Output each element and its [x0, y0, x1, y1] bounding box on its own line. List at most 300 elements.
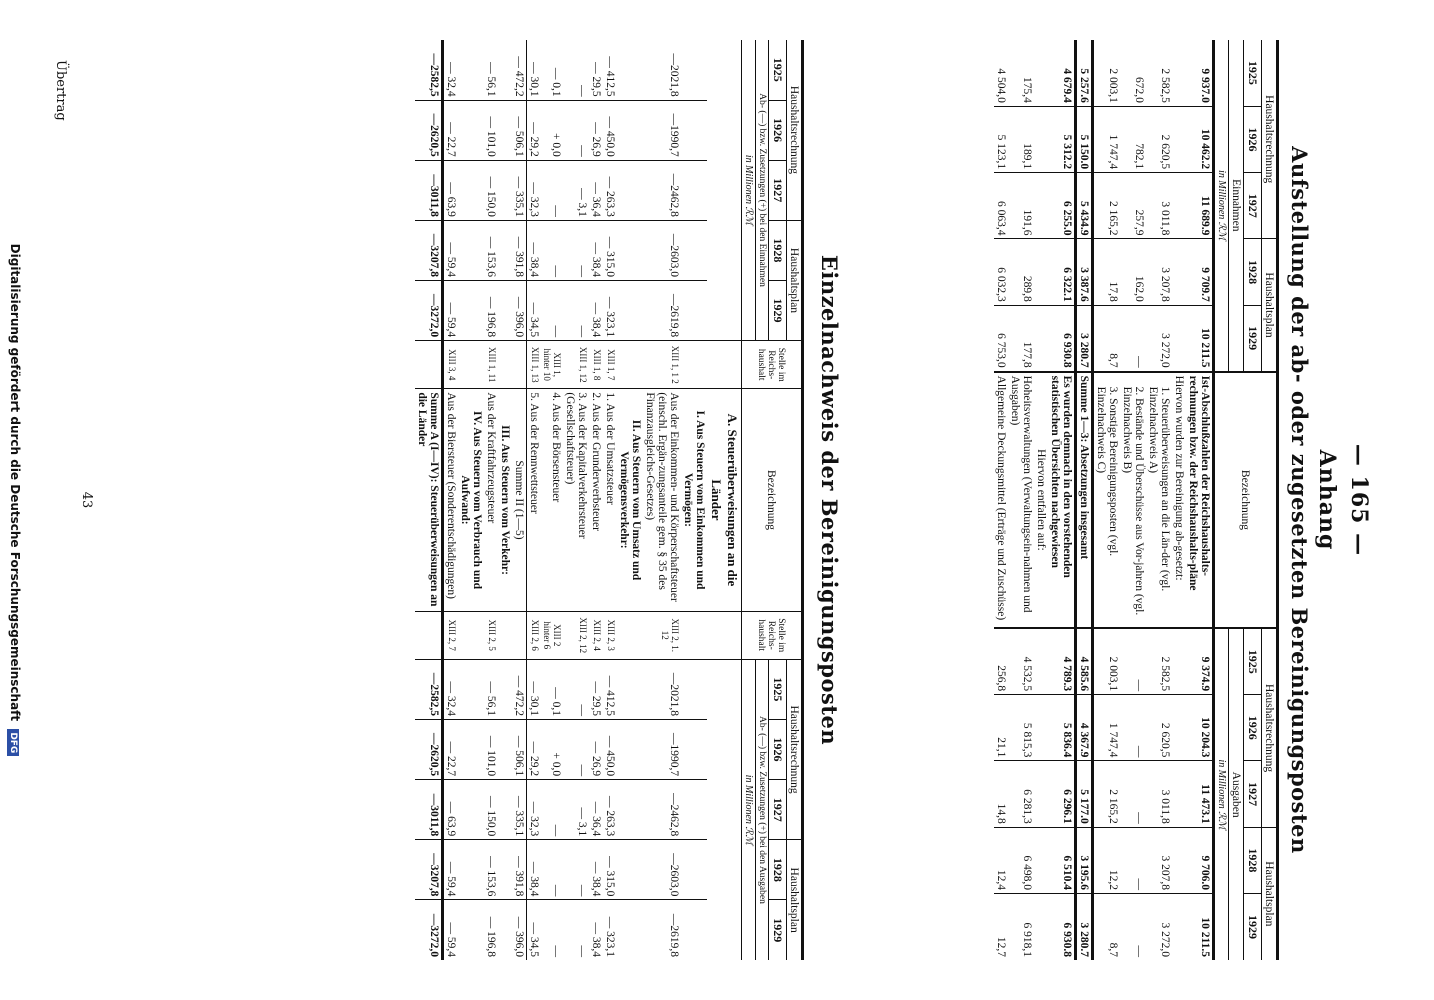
einnahmen-value: —2620,5	[415, 100, 443, 160]
abzu-ausgaben-header: Ab- (—) bzw. Zusetzungen (+) bei den Ausgaben	[756, 659, 769, 960]
einnahmen-value: — 150,0	[484, 160, 498, 220]
einnahmen-value: 5 312.2	[1048, 106, 1076, 172]
einnahmen-value: 672,0	[1133, 76, 1145, 103]
row-label: IV. Aus Steuern vom Verbrauch und Aufwand:	[458, 389, 484, 611]
einnahmen-value	[458, 220, 484, 280]
year-header: 1927	[769, 160, 787, 220]
hp-right-header: Haushaltsplan	[787, 840, 803, 960]
ausgaben-value	[617, 780, 643, 840]
ausgaben-value: —	[1120, 695, 1146, 761]
einnahmen-value: — 101,0	[484, 100, 498, 160]
stelle-ausgaben: XIII 2, 4	[589, 611, 603, 659]
einnahmen-value: — 29,2	[527, 100, 542, 160]
ausgaben-value: —	[1120, 827, 1146, 893]
summary-row	[1048, 40, 1076, 960]
stelle-ausgaben: XIII 2, 1. 12	[643, 611, 681, 659]
ausgaben-value: 5 177.0	[1076, 761, 1093, 827]
einnahmen-value: 6 032,3	[994, 239, 1008, 305]
einnahmen-value	[1172, 40, 1186, 106]
ausgaben-value: 8,7	[1093, 894, 1121, 960]
einnahmen-value: —	[563, 280, 589, 340]
einnahmen-value: —2582,5	[415, 40, 443, 100]
einnahmen-value	[681, 160, 707, 220]
detail-row	[527, 40, 542, 960]
einnahmen-value: — 335,1	[512, 160, 527, 220]
einnahmen-value: — 3,1	[563, 160, 589, 220]
ausgaben-value: — 32,4	[443, 659, 459, 719]
row-label: Aus der Kraftfahrzeugsteuer	[484, 389, 498, 611]
hr-right-header: Haushaltsrechnung	[1262, 628, 1278, 827]
einnahmen-value: 3 011,8	[1146, 173, 1172, 239]
detail-row	[443, 40, 459, 960]
einnahmen-value	[617, 100, 643, 160]
einnahmen-value: —	[541, 220, 563, 280]
ausgaben-value: —	[563, 840, 589, 900]
stelle-header: Stelle im Reichs-haushalt	[742, 341, 803, 389]
stelle-header: Stelle im Reichs-haushalt	[742, 611, 803, 659]
section-title: Einzelnachweis der Bereinigungsposten	[817, 254, 842, 746]
row-label: 5. Aus der Rennwettsteuer	[527, 389, 542, 611]
hp-left-header: Haushaltsplan	[1262, 239, 1278, 372]
ausgaben-value: — 150,0	[484, 780, 498, 840]
unit-label: in Millionen ℛℳ	[1214, 40, 1229, 372]
year-header: 1928	[769, 840, 787, 900]
ausgaben-value: 1 747,4	[1093, 695, 1121, 761]
row-label: Aus der Einkommen- und Körperschaftsteuer (einschl. Ergän-zungsanteile gem. § 35 des Finanzausgleichs-Gesetzes)	[643, 389, 681, 611]
ausgaben-value: — 335,1	[512, 780, 527, 840]
einnahmen-value: 17,8	[1093, 239, 1121, 305]
ausgaben-value: — 38,4	[589, 900, 603, 960]
stelle-ausgaben: XIII 2, 3	[603, 611, 617, 659]
einnahmen-value: 3 207,8	[1146, 239, 1172, 305]
ausgaben-value: 12,2	[1093, 827, 1121, 893]
einnahmen-value	[458, 280, 484, 340]
einnahmen-value: 5 150.0	[1076, 106, 1093, 172]
ausgaben-value: — 315,0	[603, 840, 617, 900]
ausgaben-value: 6 296.1	[1048, 761, 1076, 827]
einnahmen-value: 9 937.0	[1186, 40, 1214, 106]
einnahmen-value: — 59,4	[443, 220, 459, 280]
ausgaben-value: — 472,2	[512, 659, 527, 719]
stelle-ausgaben: XIII 2, 12	[563, 611, 589, 659]
ausgaben-value: 6 281,3	[1008, 761, 1034, 827]
ausgaben-value: 9 706.0	[1186, 827, 1214, 893]
ausgaben-value	[498, 719, 512, 779]
einnahmen-value	[617, 280, 643, 340]
year-header: 1929	[769, 280, 787, 340]
einnahmen-value: 6 322.1	[1048, 239, 1076, 305]
ausgaben-value: —2603,0	[643, 840, 681, 900]
einnahmen-value	[1034, 305, 1048, 371]
einnahmen-value: 10 462.2	[1186, 106, 1214, 172]
year-header: 1927	[1244, 173, 1262, 239]
ausgaben-value: 3 272,0	[1146, 894, 1172, 960]
ausgaben-value: 2 165,2	[1093, 761, 1121, 827]
summary-row	[1034, 40, 1048, 960]
ausgaben-value: 3 195.6	[1076, 827, 1093, 893]
einnahmen-value: —	[563, 100, 589, 160]
digitization-text: Digitalisierung gefördert durch die Deutsche Forschungsgemeinschaft	[8, 243, 22, 722]
ausgaben-value: 9 374.9	[1186, 628, 1214, 694]
stelle-einnahmen: XIII 1, 12	[563, 341, 589, 389]
einnahmen-value	[1034, 40, 1048, 106]
ausgaben-value	[617, 719, 643, 779]
ausgaben-value: — 196,8	[484, 900, 498, 960]
einnahmen-value: —3272,0	[415, 280, 443, 340]
row-label: Hiervon wurden zur Bereinigung ab-gesetzt:	[1172, 372, 1186, 629]
ausgaben-value: —	[541, 900, 563, 960]
ausgaben-value	[458, 840, 484, 900]
einnahmen-value	[1034, 173, 1048, 239]
einnahmen-value: — 38,4	[527, 220, 542, 280]
ausgaben-value: — 59,4	[443, 900, 459, 960]
einnahmen-value	[1172, 305, 1186, 371]
einnahmen-value: — 315,0	[603, 220, 617, 280]
ausgaben-value	[1172, 894, 1186, 960]
row-label: III. Aus Steuern vom Verkehr:	[498, 389, 512, 611]
einnahmen-value: — 63,9	[443, 160, 459, 220]
einnahmen-value: 177,8	[1008, 305, 1034, 371]
einnahmen-value	[1172, 106, 1186, 172]
ausgaben-value	[498, 780, 512, 840]
detail-table-body	[415, 40, 707, 960]
einnahmen-value: 3 280.7	[1076, 305, 1093, 371]
ausgaben-value: 5 815,3	[1008, 695, 1034, 761]
group-heading-row	[617, 40, 643, 960]
detail-row	[563, 40, 589, 960]
ausgaben-value: — 391,8	[512, 840, 527, 900]
ausgaben-value	[681, 719, 707, 779]
group-heading-row	[498, 40, 512, 960]
row-label: Summe A (I—IV): Steuerüberweisungen an die Länder	[415, 389, 443, 611]
unit-label: in Millionen ℛℳ	[742, 40, 756, 341]
ausgaben-value: 4 789.3	[1048, 628, 1076, 694]
einnahmen-value: 2 582,5	[1159, 68, 1171, 103]
ausgaben-value: — 396,0	[512, 900, 527, 960]
einnahmen-value: 6 753,0	[994, 305, 1008, 371]
year-header: 1925	[1244, 40, 1262, 106]
einnahmen-value: 5 257.6	[1076, 40, 1093, 106]
einnahmen-value: 8,7	[1093, 305, 1121, 371]
ausgaben-value: — 38,4	[589, 840, 603, 900]
einnahmen-value	[681, 40, 707, 100]
ausgaben-value	[458, 900, 484, 960]
row-label: 1. Steuerüberweisungen an die Län-der (vgl. Einzelnachweis A)	[1146, 372, 1172, 629]
detail-row	[603, 40, 617, 960]
ausgaben-value: —	[1120, 628, 1146, 694]
year-header: 1927	[769, 780, 787, 840]
einnahmen-value: — 196,8	[484, 280, 498, 340]
row-label: Allgemeine Deckungsmittel (Erträge und Zuschüsse)	[994, 372, 1008, 629]
einnahmen-value: — 38,4	[589, 280, 603, 340]
ausgaben-value	[1172, 628, 1186, 694]
einnahmen-value	[498, 160, 512, 220]
year-header: 1927	[1244, 761, 1262, 827]
summary-row	[1186, 40, 1214, 960]
einnahmen-value: — 32,4	[445, 62, 457, 97]
ausgaben-value	[458, 780, 484, 840]
ausgaben-value: — 63,9	[443, 780, 459, 840]
ausgaben-value	[1172, 827, 1186, 893]
year-header: 1929	[1244, 894, 1262, 960]
ausgaben-value: 6 930.8	[1048, 894, 1076, 960]
einnahmen-value: — 412,5	[604, 56, 616, 97]
ausgaben-value	[498, 659, 512, 719]
row-label: Summe 1—3: Absetzungen insgesamt	[1076, 372, 1093, 629]
einnahmen-value: — 323,1	[603, 280, 617, 340]
summary-table	[994, 40, 1279, 960]
ausgaben-value: 12,4	[994, 827, 1008, 893]
ausgaben-value: —	[563, 900, 589, 960]
ausgaben-value	[458, 719, 484, 779]
unit-label: in Millionen ℛℳ	[742, 659, 756, 960]
stelle-ausgaben	[512, 611, 527, 659]
ausgaben-value: 4 367.9	[1076, 695, 1093, 761]
ausgaben-value: 10 204.3	[1186, 695, 1214, 761]
ausgaben-value: — 34,5	[527, 900, 542, 960]
einnahmen-value: 782,1	[1120, 106, 1146, 172]
einnahmen-value	[498, 100, 512, 160]
einnahmen-value: 2 165,2	[1093, 173, 1121, 239]
einnahmen-value: —	[541, 160, 563, 220]
ausgaben-value	[1172, 761, 1186, 827]
einnahmen-value: 4 504,0	[995, 68, 1007, 103]
einnahmen-value: 189,1	[1008, 106, 1034, 172]
row-label: 4. Aus der Börsensteuer	[541, 389, 563, 611]
einnahmen-value	[681, 100, 707, 160]
stelle-ausgaben: XIII 2, 5	[484, 611, 498, 659]
einnahmen-value: — 391,8	[512, 220, 527, 280]
ausgaben-value: — 26,9	[589, 719, 603, 779]
year-header: 1925	[769, 40, 787, 100]
ausgaben-value: — 22,7	[443, 719, 459, 779]
page-title: Aufstellung der ab- oder zugesetzten Bereinigungsposten	[1287, 146, 1312, 854]
einnahmen-value	[617, 40, 643, 100]
ausgaben-value: —	[563, 719, 589, 779]
ausgaben-value: 4 585.6	[1076, 628, 1093, 694]
einnahmen-value: 3 272,0	[1146, 305, 1172, 371]
abzu-einnahmen-header: Ab- (—) bzw. Zusetzungen (+) bei den Einnahmen	[756, 40, 769, 341]
summary-row	[1120, 40, 1146, 960]
year-header: 1929	[769, 900, 787, 960]
hp-left-header: Haushaltsplan	[787, 220, 803, 340]
row-label: Aus der Biersteuer (Sonderentschädigungen)	[443, 389, 459, 611]
stelle-einnahmen: XIII 1, 1 2	[643, 341, 681, 389]
detail-row	[541, 40, 563, 960]
year-header: 1925	[1244, 628, 1262, 694]
stelle-ausgaben: XIII 2 hinter 6	[541, 611, 563, 659]
ausgaben-value: — 3,1	[563, 780, 589, 840]
einnahmen-value: + 0,0	[541, 100, 563, 160]
row-label: Es wurden demnach in den vorstehenden statistischen Übersichten nachgewiesen	[1048, 372, 1076, 629]
stelle-einnahmen	[458, 341, 484, 389]
einnahmen-value: —2021,8	[668, 53, 680, 97]
ausgaben-value: + 0,0	[541, 719, 563, 779]
row-label: Summe II (1—5)	[512, 389, 527, 611]
ausgaben-value	[498, 840, 512, 900]
page-footer-number: 43	[79, 491, 94, 509]
ausgaben-value	[1034, 894, 1048, 960]
einnahmen-value: — 450,0	[603, 100, 617, 160]
carryover-label: Übertrag	[53, 60, 68, 121]
stelle-einnahmen	[681, 341, 707, 389]
einnahmen-value: —2603,0	[643, 220, 681, 280]
ausgaben-value	[1034, 628, 1048, 694]
stelle-einnahmen	[512, 341, 527, 389]
einnahmen-value	[498, 220, 512, 280]
einnahmen-value: 191,6	[1008, 173, 1034, 239]
einnahmen-value: —	[1120, 305, 1146, 371]
ausgaben-value	[681, 780, 707, 840]
ausgaben-value: — 263,3	[603, 780, 617, 840]
ausgaben-value: — 32,3	[527, 780, 542, 840]
einnahmen-value: — 153,6	[484, 220, 498, 280]
detail-row	[643, 40, 681, 960]
einnahmen-value: 3 387.6	[1076, 239, 1093, 305]
einnahmen-value: —3207,8	[415, 220, 443, 280]
einnahmen-value: 11 689.9	[1186, 173, 1214, 239]
einnahmen-value: 289,8	[1008, 239, 1034, 305]
ausgaben-value: —	[563, 659, 589, 719]
ausgaben-value: — 29,2	[527, 719, 542, 779]
ausgaben-value: 2 620,5	[1146, 695, 1172, 761]
einnahmen-value: 9 709.7	[1186, 239, 1214, 305]
ausgaben-value: 10 211.5	[1186, 894, 1214, 960]
ausgaben-value: 6 498,0	[1008, 827, 1034, 893]
dfg-logo: DFG	[7, 729, 19, 756]
ausgaben-value: — 59,4	[443, 840, 459, 900]
ausgaben-value: 12,7	[994, 894, 1008, 960]
ausgaben-value: 2 003,1	[1093, 628, 1121, 694]
stelle-einnahmen: XIII 1, 7	[603, 341, 617, 389]
detail-table	[415, 40, 804, 960]
einnahmen-value: 257,9	[1120, 173, 1146, 239]
ausgaben-value: — 101,0	[484, 719, 498, 779]
einnahmen-value: 6 255.0	[1048, 173, 1076, 239]
einnahmen-value: — 506,1	[512, 100, 527, 160]
page-number: — 165 —	[1346, 443, 1372, 557]
ausgaben-value	[681, 840, 707, 900]
ausgaben-value: 21,1	[994, 695, 1008, 761]
einnahmen-value: — 32,3	[527, 160, 542, 220]
group-heading-row	[458, 40, 484, 960]
row-label: Ist-Abschlußzahlen der Reichshaushalts-rechnungen bzw. der Reichshaushalts-pläne	[1186, 372, 1214, 629]
einnahmen-value: — 56,1	[485, 62, 497, 97]
stelle-einnahmen: XIII 1, 11	[484, 341, 498, 389]
einnahmen-value: —2619,8	[643, 280, 681, 340]
ausgaben-value	[617, 900, 643, 960]
stelle-ausgaben	[617, 611, 643, 659]
row-label: 3. Aus der Kapitalverkehrsteuer (Gesellschaftsteuer)	[563, 389, 589, 611]
einnahmen-value	[498, 280, 512, 340]
bezeichnung-header: Bezeichnung	[742, 389, 803, 611]
detail-row	[415, 40, 443, 960]
summary-table-body	[994, 40, 1214, 960]
ausgaben-value: — 36,4	[589, 780, 603, 840]
einnahmen-header: Einnahmen	[1229, 40, 1244, 372]
einnahmen-value: 175,4	[1021, 76, 1033, 103]
row-label: II. Aus Steuern vom Umsatz und Vermögensverkehr:	[617, 389, 643, 611]
einnahmen-value: 5 434.9	[1076, 173, 1093, 239]
einnahmen-value: — 396,0	[512, 280, 527, 340]
einnahmen-value: — 29,5	[590, 62, 602, 97]
digitization-note	[7, 0, 22, 1000]
hr-left-header: Haushaltsrechnung	[1262, 40, 1278, 239]
ausgaben-value: 3 011,8	[1146, 761, 1172, 827]
einnahmen-value: 6 063,4	[994, 173, 1008, 239]
stelle-einnahmen	[617, 341, 643, 389]
ausgaben-value	[681, 659, 707, 719]
year-header: 1928	[1244, 827, 1262, 893]
einnahmen-value: —1990,7	[643, 100, 681, 160]
einnahmen-value: 6 930.8	[1048, 305, 1076, 371]
year-header: 1929	[1244, 305, 1262, 371]
stelle-einnahmen: XIII 1, hinter 10	[541, 341, 563, 389]
stelle-einnahmen: XIII 1, 13	[527, 341, 542, 389]
ausgaben-value: —	[541, 840, 563, 900]
einnahmen-value: — 36,4	[589, 160, 603, 220]
einnahmen-value	[1034, 239, 1048, 305]
einnahmen-value: —	[541, 280, 563, 340]
ausgaben-value: —1990,7	[643, 719, 681, 779]
ausgaben-value: 256,8	[994, 628, 1008, 694]
ausgaben-value: 3 280.7	[1076, 894, 1093, 960]
ausgaben-value: — 153,6	[484, 840, 498, 900]
ausgaben-value: —	[1120, 761, 1146, 827]
stelle-ausgaben	[681, 611, 707, 659]
einnahmen-value: — 34,5	[527, 280, 542, 340]
einnahmen-value: 2 620,5	[1146, 106, 1172, 172]
ausgaben-value	[498, 900, 512, 960]
ausgaben-value: — 0,1	[541, 659, 563, 719]
stelle-einnahmen: XIII 1, 8	[589, 341, 603, 389]
row-label: Hiervon entfallen auf:	[1034, 372, 1048, 629]
ausgaben-value: — 38,4	[527, 840, 542, 900]
ausgaben-value: —3011,8	[415, 780, 443, 840]
ausgaben-value	[681, 900, 707, 960]
group-heading-row	[681, 40, 707, 960]
einnahmen-value	[681, 280, 707, 340]
einnahmen-value: —3011,8	[415, 160, 443, 220]
stelle-einnahmen	[415, 341, 443, 389]
einnahmen-value: —	[576, 85, 588, 97]
ausgaben-value: —3207,8	[415, 840, 443, 900]
summary-row	[1093, 40, 1121, 960]
ausgaben-value: —2462,8	[643, 780, 681, 840]
year-header: 1928	[769, 220, 787, 280]
year-header: 1926	[1244, 695, 1262, 761]
einnahmen-value: 10 211.5	[1186, 305, 1214, 371]
ausgaben-value: 6 510.4	[1048, 827, 1076, 893]
ausgaben-value	[1034, 695, 1048, 761]
hr-right-header: Haushaltsrechnung	[787, 659, 803, 839]
ausgaben-value: — 506,1	[512, 719, 527, 779]
einnahmen-value: — 22,7	[443, 100, 459, 160]
ausgaben-value: 2 582,5	[1146, 628, 1172, 694]
ausgaben-value: 6 918,1	[1008, 894, 1034, 960]
ausgaben-header: Ausgaben	[1229, 628, 1244, 960]
row-label: 1. Aus der Umsatzsteuer	[603, 389, 617, 611]
year-header: 1926	[1244, 106, 1262, 172]
ausgaben-value: —	[1120, 894, 1146, 960]
ausgaben-value: —2620,5	[415, 719, 443, 779]
detail-row	[512, 40, 527, 960]
einnahmen-value: — 263,3	[603, 160, 617, 220]
ausgaben-value: —2021,8	[643, 659, 681, 719]
row-label: 3. Sonstige Bereinigungsposten (vgl. Einzelnachweis C)	[1093, 372, 1121, 629]
stelle-einnahmen	[498, 341, 512, 389]
einnahmen-value: —2462,8	[643, 160, 681, 220]
